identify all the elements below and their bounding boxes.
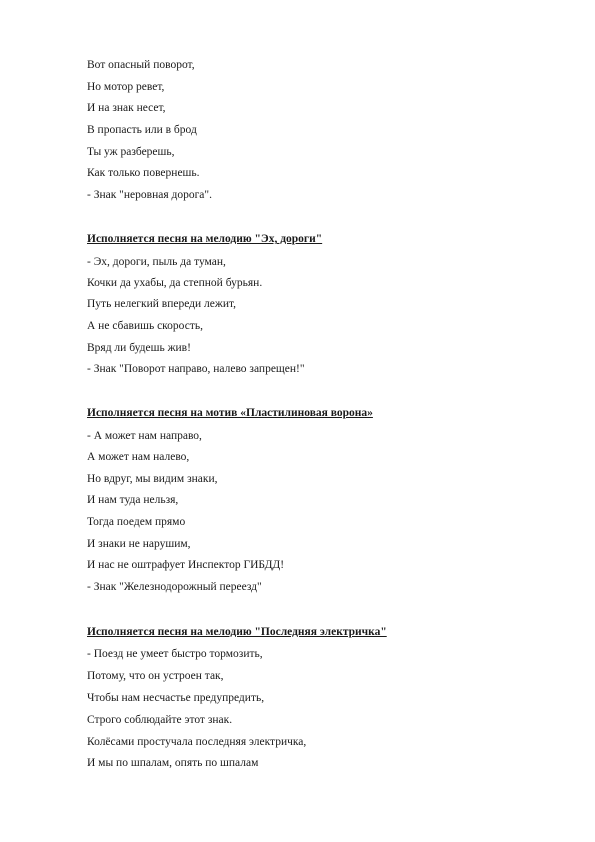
stanza4-line-5: Колёсами простучала последняя электричка, — [87, 736, 307, 748]
stanza2-line-4: А не сбавишь скорость, — [87, 320, 203, 332]
stanza3-line-3: Но вдруг, мы видим знаки, — [87, 473, 218, 485]
stanza3-line-1: - А может нам направо, — [87, 430, 202, 442]
stanza4-line-6: И мы по шпалам, опять по шпалам — [87, 757, 259, 769]
stanza1-line-1: Вот опасный поворот, — [87, 59, 195, 71]
stanza2-line-2: Кочки да ухабы, да степной бурьян. — [87, 277, 263, 289]
stanza4-line-3: Чтобы нам несчастье предупредить, — [87, 692, 265, 704]
stanza4-line-1: - Поезд не умеет быстро тормозить, — [87, 648, 263, 660]
stanza3-line-5: Тогда поедем прямо — [87, 516, 186, 528]
stanza1-line-4: В пропасть или в брод — [87, 124, 197, 136]
stanza1-line-3: И на знак несет, — [87, 102, 166, 114]
stanza1-line-5: Ты уж разберешь, — [87, 146, 175, 158]
stanza3-line-6: И знаки не нарушим, — [87, 538, 191, 550]
stanza1-line-2: Но мотор ревет, — [87, 81, 165, 93]
stanza1-line-7: - Знак "неровная дорога". — [87, 189, 212, 201]
stanza3-line-7: И нас не оштрафует Инспектор ГИБДД! — [87, 559, 285, 571]
stanza2-line-1: - Эх, дороги, пыль да туман, — [87, 256, 226, 268]
stanza4-line-2: Потому, что он устроен так, — [87, 670, 224, 682]
song-heading-3: Исполняется песня на мотив «Пластилиновая ворона» — [87, 407, 373, 419]
song-heading-4: Исполняется песня на мелодию "Последняя электричка" — [87, 626, 387, 638]
stanza4-line-4: Строго соблюдайте этот знак. — [87, 714, 233, 726]
stanza2-line-3: Путь нелегкий впереди лежит, — [87, 298, 237, 310]
stanza3-line-2: А может нам налево, — [87, 451, 190, 463]
stanza3-line-4: И нам туда нельзя, — [87, 494, 179, 506]
stanza2-line-6: - Знак "Поворот направо, налево запрещен!" — [87, 363, 305, 375]
stanza1-line-6: Как только повернешь. — [87, 167, 200, 179]
stanza2-line-5: Вряд ли будешь жив! — [87, 342, 191, 354]
song-heading-2: Исполняется песня на мелодию "Эх, дороги" — [87, 233, 323, 245]
stanza3-line-8: - Знак "Железнодорожный переезд" — [87, 581, 262, 593]
